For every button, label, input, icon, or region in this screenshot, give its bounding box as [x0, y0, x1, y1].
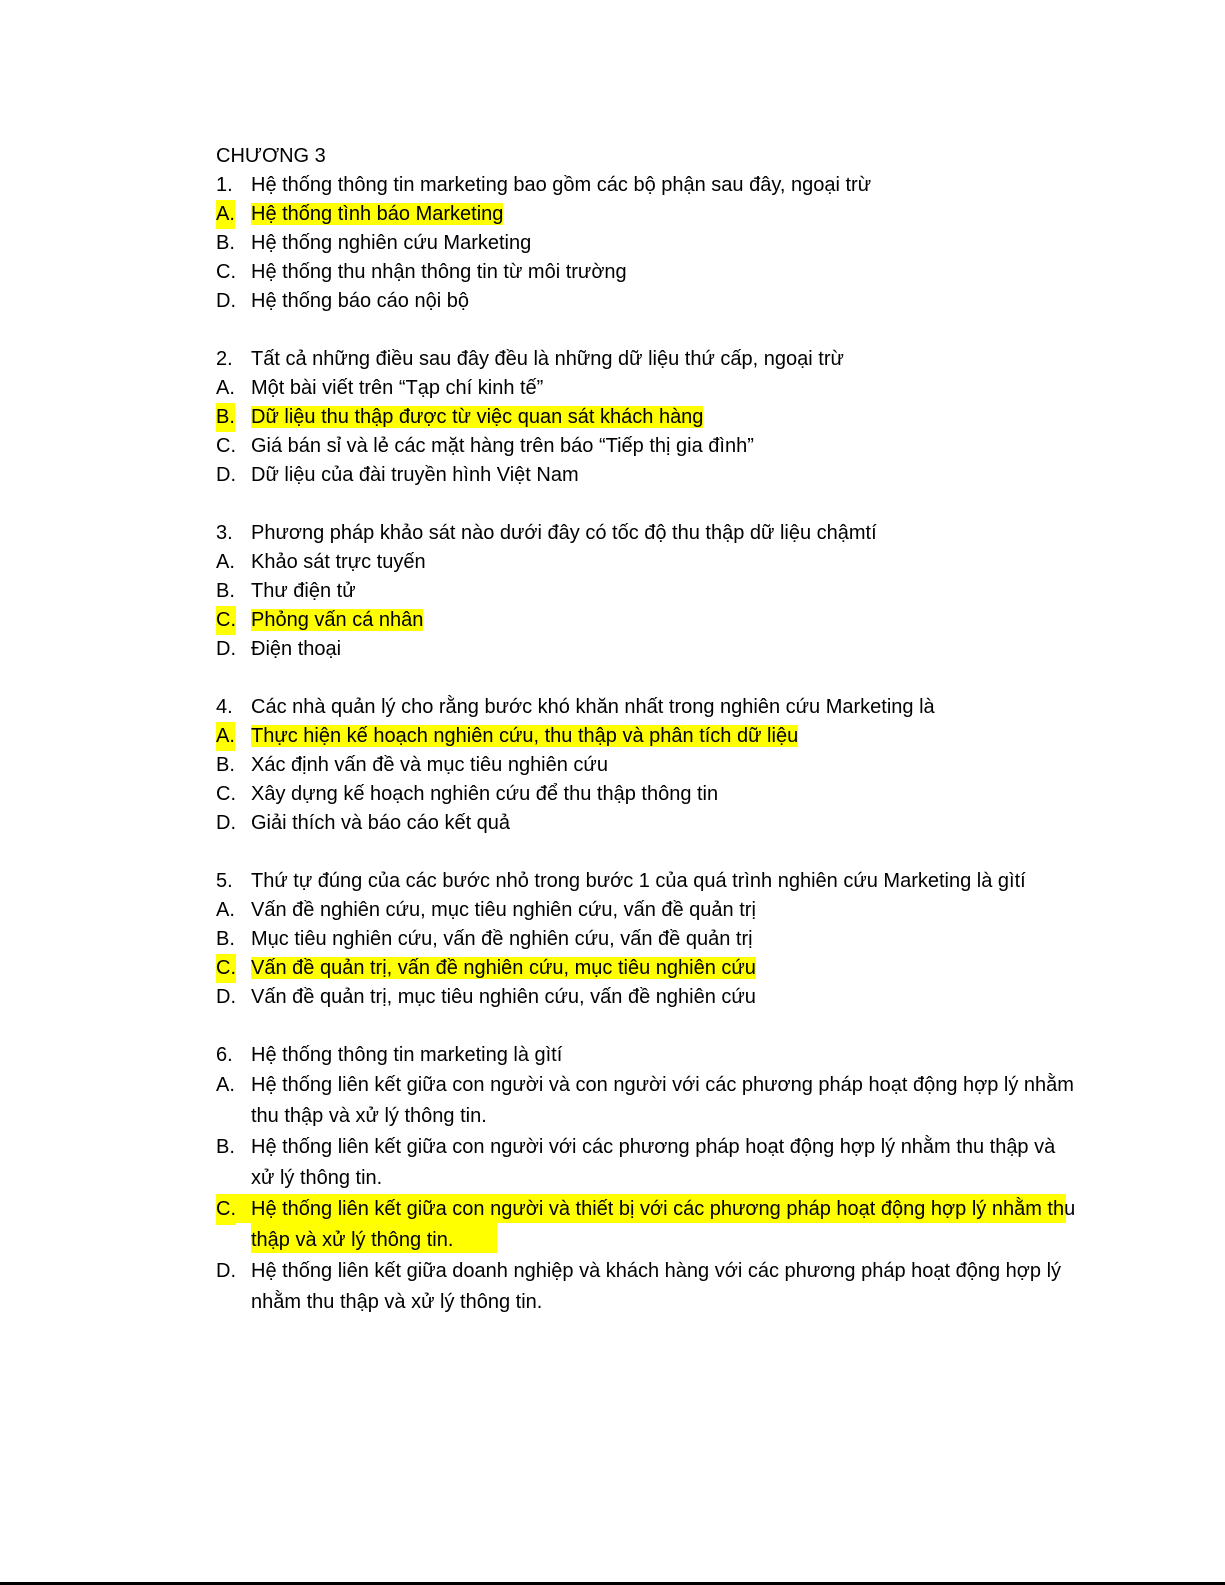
- question-stem: [216, 693, 1076, 722]
- option-text: Vấn đề nghiên cứu, mục tiêu nghiên cứu, vấn đề quản trị: [251, 899, 756, 921]
- option-text: Giải thích và báo cáo kết quả: [251, 812, 511, 834]
- option-text: Dữ liệu thu thập được từ việc quan sát khách hàng: [251, 406, 704, 428]
- option-letter: B.: [216, 232, 235, 254]
- option-letter: A.: [216, 377, 235, 399]
- chapter-title: CHƯƠNG 3: [216, 145, 326, 167]
- document-body: [216, 142, 1076, 1318]
- option-letter: B.: [216, 403, 235, 432]
- question-stem: [216, 867, 1076, 896]
- question-text: Tất cả những điều sau đây đều là những dữ liệu thứ cấp, ngoại trừ: [251, 348, 844, 370]
- question-2: [216, 345, 1076, 490]
- option-text: Xây dựng kế hoạch nghiên cứu để thu thập thông tin: [251, 783, 719, 805]
- question-number: 6.: [216, 1044, 233, 1066]
- option-letter: C.: [216, 783, 236, 805]
- option-letter: C.: [216, 261, 236, 283]
- answer-option-c: [216, 432, 1076, 461]
- option-text: Hệ thống nghiên cứu Marketing: [251, 232, 532, 254]
- option-letter: C.: [216, 435, 236, 457]
- option-text: Hệ thống liên kết giữa doanh nghiệp và khách hàng với các phương pháp hoạt động hợp lý nhằm thu thập và xử lý thông tin.: [251, 1260, 1062, 1313]
- option-letter: D.: [216, 986, 236, 1008]
- question-stem: [216, 519, 1076, 548]
- answer-option-a: [216, 374, 1076, 403]
- question-text: Hệ thống thông tin marketing là gìtí: [251, 1044, 563, 1066]
- answer-option-c: [216, 780, 1076, 809]
- answer-option-d: [216, 635, 1076, 664]
- question-text: Thứ tự đúng của các bước nhỏ trong bước 1 của quá trình nghiên cứu Marketing là gìtí: [251, 870, 1026, 892]
- option-letter: B.: [216, 1136, 235, 1158]
- question-stem: [216, 171, 1076, 200]
- option-text: Một bài viết trên “Tạp chí kinh tế”: [251, 377, 544, 399]
- question-text: Phương pháp khảo sát nào dưới đây có tốc độ thu thập dữ liệu chậmtí: [251, 522, 877, 544]
- option-letter: D.: [216, 464, 236, 486]
- answer-option-b: [216, 925, 1076, 954]
- answer-option-a: [216, 1070, 1076, 1132]
- question-stem: [216, 1041, 1076, 1070]
- answer-option-b: [216, 751, 1076, 780]
- option-text: Hệ thống báo cáo nội bộ: [251, 290, 469, 312]
- answer-option-d: [216, 809, 1076, 838]
- option-text: Hệ thống liên kết giữa con người với các phương pháp hoạt động hợp lý nhằm thu thập và xử lý thông tin.: [251, 1136, 1056, 1189]
- answer-option-a: [216, 548, 1076, 577]
- option-letter: B.: [216, 580, 235, 602]
- answer-option-c: [216, 606, 1076, 635]
- question-number: 2.: [216, 348, 233, 370]
- question-text: Hệ thống thông tin marketing bao gồm các bộ phận sau đây, ngoại trừ: [251, 174, 872, 196]
- option-letter: A.: [216, 1074, 235, 1096]
- answer-option-b: [216, 403, 1076, 432]
- answer-option-a: [216, 722, 1076, 751]
- answer-option-c: [216, 954, 1076, 983]
- question-3: [216, 519, 1076, 664]
- option-letter: A.: [216, 899, 235, 921]
- option-letter: C.: [216, 606, 236, 635]
- answer-option-b: [216, 229, 1076, 258]
- option-text: Thực hiện kế hoạch nghiên cứu, thu thập và phân tích dữ liệu: [251, 725, 799, 747]
- option-text: Vấn đề quản trị, mục tiêu nghiên cứu, vấn đề nghiên cứu: [251, 986, 756, 1008]
- option-text: Khảo sát trực tuyến: [251, 551, 426, 573]
- option-letter: A.: [216, 551, 235, 573]
- answer-option-d: [216, 1256, 1076, 1318]
- option-text: Vấn đề quản trị, vấn đề nghiên cứu, mục tiêu nghiên cứu: [251, 957, 756, 979]
- option-letter: C.: [216, 954, 236, 983]
- question-number: 5.: [216, 870, 233, 892]
- answer-option-d: [216, 287, 1076, 316]
- question-number: 4.: [216, 696, 233, 718]
- option-letter: B.: [216, 754, 235, 776]
- answer-option-a: [216, 200, 1076, 229]
- option-text: Hệ thống liên kết giữa con người và thiết bị với các phương pháp hoạt động hợp lý nhằm thu thập và xử lý thông tin.: [251, 1198, 1076, 1251]
- question-text: Các nhà quản lý cho rằng bước khó khăn nhất trong nghiên cứu Marketing là: [251, 696, 935, 718]
- option-text: Giá bán sỉ và lẻ các mặt hàng trên báo “Tiếp thị gia đình”: [251, 435, 754, 457]
- option-text: Hệ thống tình báo Marketing: [251, 203, 504, 225]
- answer-option-d: [216, 983, 1076, 1012]
- question-number: 1.: [216, 174, 233, 196]
- answer-option-b: [216, 1132, 1076, 1194]
- option-text: Phỏng vấn cá nhân: [251, 609, 424, 631]
- option-text: Thư điện tử: [251, 580, 356, 602]
- question-6: [216, 1041, 1076, 1318]
- option-text: Dữ liệu của đài truyền hình Việt Nam: [251, 464, 579, 486]
- option-text: Xác định vấn đề và mục tiêu nghiên cứu: [251, 754, 608, 776]
- option-text: Điện thoại: [251, 638, 342, 660]
- question-5: [216, 867, 1076, 1012]
- option-letter: B.: [216, 928, 235, 950]
- option-letter: D.: [216, 638, 236, 660]
- answer-option-a: [216, 896, 1076, 925]
- question-4: [216, 693, 1076, 838]
- question-1: [216, 171, 1076, 316]
- option-letter: D.: [216, 812, 236, 834]
- option-text: Hệ thống thu nhận thông tin từ môi trường: [251, 261, 627, 283]
- option-letter: A.: [216, 722, 235, 751]
- option-letter: A.: [216, 200, 235, 229]
- option-text: Hệ thống liên kết giữa con người và con người với các phương pháp hoạt động hợp lý nhằm thu thập và xử lý thông tin.: [251, 1074, 1074, 1127]
- question-number: 3.: [216, 522, 233, 544]
- option-letter: D.: [216, 290, 236, 312]
- question-stem: [216, 345, 1076, 374]
- option-text: Mục tiêu nghiên cứu, vấn đề nghiên cứu, vấn đề quản trị: [251, 928, 753, 950]
- answer-option-d: [216, 461, 1076, 490]
- answer-option-b: [216, 577, 1076, 606]
- option-letter: C.: [216, 1194, 236, 1225]
- option-letter: D.: [216, 1260, 236, 1282]
- answer-option-c: [216, 258, 1076, 287]
- answer-option-c: [216, 1194, 1076, 1256]
